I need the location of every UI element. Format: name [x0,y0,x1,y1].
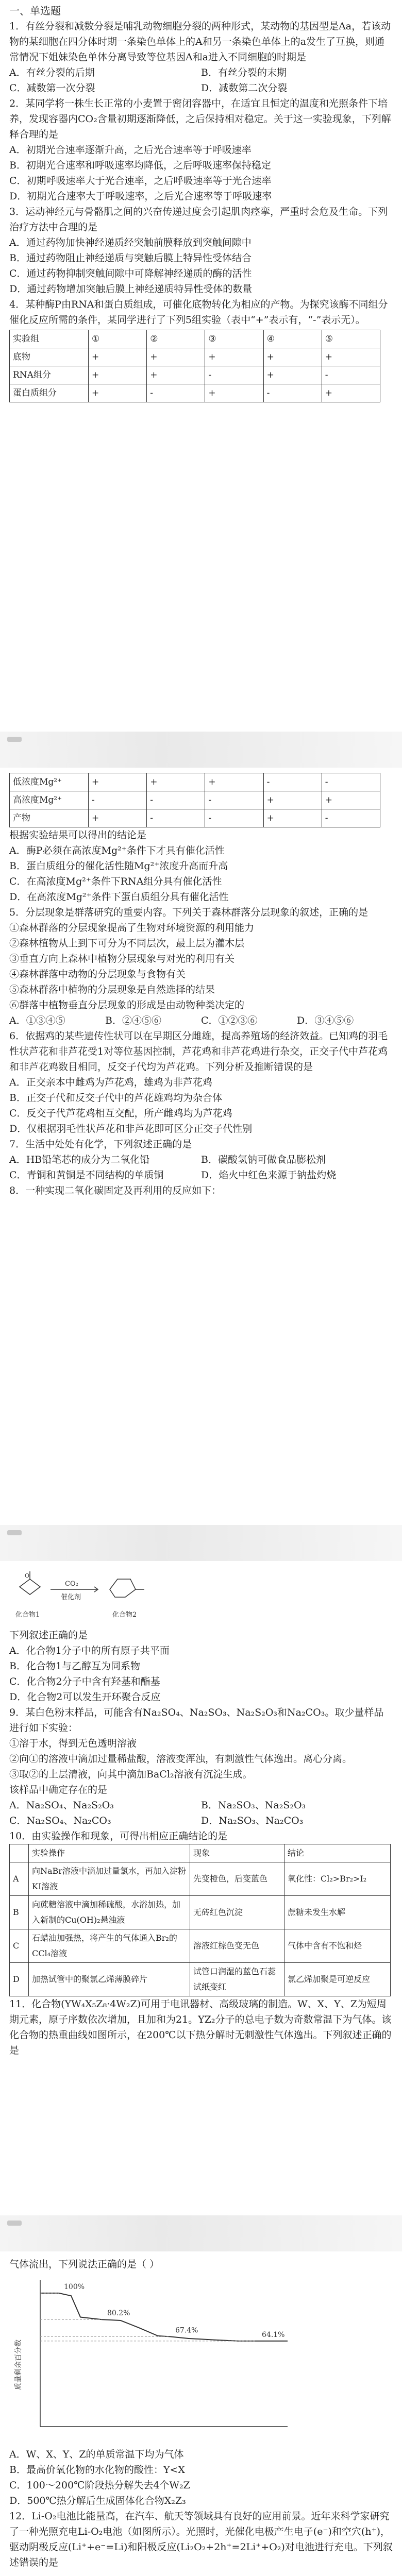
option-a: A．W、X、Y、Z的单质常温下均为气体 [9,2449,184,2460]
table-cell: 加热试管中的聚氯乙烯薄膜碎片 [29,1963,190,1996]
question-12 [9,2509,393,2576]
table-cell: + [205,384,263,402]
table-cell: + [263,809,322,827]
statement-item: ⑤森林群落中植物的分层现象是自然选择的结果 [9,984,215,995]
table-cell: 氯乙烯加聚是可逆反应 [284,1963,391,1996]
table-cell: + [322,384,380,402]
data-label: 80.2% [107,2309,130,2318]
question-1 [9,19,393,96]
table-cell: 先变橙色，后变蓝色 [190,1862,284,1896]
experiment-table-part2 [9,773,380,827]
table-row [10,1862,391,1896]
table-cell: 实验操作 [29,1844,190,1862]
option-b: B．蛋白质组分的催化活性随Mg²⁺浓度升高而升高 [9,860,228,872]
option-b: B．最高价氧化物的水化物的酸性：Y<X [9,2464,185,2476]
option-d: D．500℃热分解后生成固体化合物X₂Z₃ [9,2495,186,2506]
table-cell: 石蜡油加强热，将产生的气体通入Br₂的CCl₄溶液 [29,1929,190,1963]
option-d: D．焰火中红色来源于钠盐灼烧 [201,1170,337,1181]
question-stem: 7．生活中处处有化学，下列叙述正确的是 [9,1139,192,1150]
table-cell: ③ [205,330,263,348]
table-cell: + [89,366,147,384]
table-cell: - [263,773,322,791]
table-cell: 溶液红棕色变无色 [190,1929,284,1963]
table-cell: + [205,773,263,791]
option-a: A．化合物1分子中的所有原子共平面 [9,1645,170,1656]
table-cell: 无砖红色沉淀 [190,1896,284,1929]
table-row [10,791,380,809]
reaction-scheme [9,1566,164,1623]
question-stem: 10．由实验操作和现象，可得出相应正确结论的是 [9,1831,228,1842]
experiment-table-part1 [9,330,380,402]
option-a: A．①③④⑤ [9,1015,65,1026]
table-header-row [10,330,380,348]
table-cell [10,1844,29,1862]
table-cell: + [147,773,205,791]
table-cell: - [322,366,380,384]
compound-1-label: 化合物1 [15,1611,40,1619]
option-a: A．HB铅笔芯的成分为二氧化铅 [9,1154,150,1165]
option-c: C．减数第一次分裂 [9,82,95,94]
section-lower [9,1566,393,2058]
option-d: D．③④⑤⑥ [297,1015,354,1026]
blurred-band [0,1525,402,1561]
table-cell: - [89,791,147,809]
option-c: C．①②③⑥ [201,1015,258,1026]
table-cell: 试管口润湿的蓝色石蕊试纸变红 [190,1963,284,1996]
option-a: A．Na₂SO₄、Na₂S₂O₃ [9,1800,114,1811]
table-cell: - [205,791,263,809]
table-cell: D [10,1963,29,1996]
table-cell: - [322,809,380,827]
chart-caption: 气体流出，下列说法正确的是（ ） [9,2259,160,2270]
option-c: C．100～200℃阶段热分解失去4个W₂Z [9,2480,190,2491]
table-cell: + [147,348,205,366]
option-b: B．正交子代和反交子代中的芦花雄鸡均为杂合体 [9,1092,222,1104]
question-stem: 2．某同学将一株生长正常的小麦置于密闭容器中，在适宜且恒定的温度和光照条件下培养，发现容器内CO₂含量初期逐渐降低，之后保持相对稳定。关于这一实验现象，下列解释合理的是 [9,98,391,140]
blurred-band [0,2215,402,2251]
option-d: D．仅根据羽毛性状芦花和非芦花即可区分正交子代性别 [9,1123,253,1134]
table-cell: ② [147,330,205,348]
question-stem: 4．某种酶P由RNA和蛋白质组成，可催化底物转化为相应的产物。为探究该酶不同组分催化反应所需的条件，某同学进行了下列5组实验（表中“+”表示有，“-”表示无）。 [9,299,388,326]
table-cell: + [89,773,147,791]
section-top [9,3,393,402]
table-row [10,773,380,791]
question-lead: 该样品中确定存在的是 [9,1784,108,1795]
step-item: ①溶于水，得到无色透明溶液 [9,1738,137,1749]
statement-item: ①森林群落的分层现象提高了生物对环境资源的利用能力 [9,922,255,934]
table-cell: - [263,384,322,402]
option-c: C．青铜和黄铜是不同结构的单质铜 [9,1170,164,1181]
table-cell: 现象 [190,1844,284,1862]
option-c: C．在高浓度Mg²⁺条件下RNA组分具有催化活性 [9,876,222,887]
table-cell: + [89,384,147,402]
series-line [40,2293,288,2341]
option-a: A．初期光合速率逐渐升高，之后光合速率等于呼吸速率 [9,144,252,156]
table-cell: + [89,348,147,366]
battery-diagram [61,2570,277,2576]
option-d: D．通过药物增加突触后膜上神经递质特异性受体的数量 [9,283,253,295]
section-heading: 一、单选题 [9,5,61,17]
question-stem: 1．有丝分裂和减数分裂是哺乳动物细胞分裂的两种形式，某动物的基因型是Aa，若该动物的某细胞在四分体时期一条染色单体上的A和另一条染色单体上的a发生了互换，则通常情况下姐妹染色单体分离导致等位基因A和a进入不同细胞的时期是 [9,21,391,63]
table-cell: 产物 [10,809,89,827]
statement-item: ②森林植物从上到下可分为不同层次，最上层为灌木层 [9,938,245,949]
table-cell: A [10,1862,29,1896]
table-cell: ④ [263,330,322,348]
table-cell: 实验组 [10,330,89,348]
table-cell: 蔗糖未发生水解 [284,1896,391,1929]
question-stem: 9．某白色粉末样品，可能含有Na₂SO₄、Na₂SO₃、Na₂S₂O₃和Na₂CO₃。取少量样品进行如下实验： [9,1707,384,1734]
option-c: C．化合物2分子中含有羟基和酯基 [9,1676,160,1687]
experiment-table-q10 [9,1844,391,1996]
blurred-band [0,732,402,768]
question-2 [9,96,393,204]
table-row [10,1896,391,1929]
table-cell: C [10,1929,29,1963]
question-6 [9,1028,393,1137]
question-3 [9,204,393,297]
question-11-stem: 11．化合物(YW₄X₅Z₈·4W₂Z)可用于电讯器材、高级玻璃的制造。W、X、Y、Z为短周期元素，原子序数依次增加，且加和为21。YZ₂分子的总电子数为奇数常温下为气体。该化合物的热重曲线如图所示，在200℃以下热分解时无刺激性气体逸出。下列叙述正确的是 [9,1998,392,2056]
table-cell: 低浓度Mg²⁺ [10,773,89,791]
statement-item: ⑥群落中植物垂直分层现象的形成是由动物种类决定的 [9,999,245,1011]
table-row [10,348,380,366]
question-10 [9,1828,393,1996]
table-cell: + [263,791,322,809]
statement-item: ④森林群落中动物的分层现象与食物有关 [9,969,186,980]
step-item: ②向①的溶液中滴加过量稀盐酸，溶液变浑浊，有刺激性气体逸出。离心分离。 [9,1753,353,1765]
reagent-label: CO₂ [65,1580,78,1588]
table-cell: + [147,366,205,384]
data-label: 64.1% [262,2330,285,2339]
option-c: C．Na₂SO₄、Na₂CO₃ [9,1815,111,1826]
question-stem: 5．分层现象是群落研究的重要内容。下列关于森林群落分层现象的叙述，正确的是 [9,907,368,918]
table-cell: - [322,773,380,791]
step-item: ③取②的上层清液，向其中滴加BaCl₂溶液有沉淀生成。 [9,1769,253,1780]
option-a: A．酶P必须在高浓度Mg²⁺条件下才具有催化活性 [9,845,225,856]
option-d: D．化合物2可以发生开环聚合反应 [9,1691,161,1703]
table-cell: 气体中含有不饱和烃 [284,1929,391,1963]
statement-item: ③垂直方向上森林中植物分层现象与对光的利用有关 [9,953,235,964]
question-stem: 6．依据鸡的某些遗传性状可以在早期区分雌雄，提高养殖场的经济效益。已知鸡的羽毛性状芦花和非芦花受1对等位基因控制，芦花鸡和非芦花鸡进行杂交，正交子代中芦花鸡和非芦花鸡数目相同，反交子代均为芦花鸡。下列分析及推断错误的是 [9,1030,388,1073]
compound-2-label: 化合物2 [112,1611,137,1619]
catalyst-label: 催化剂 [61,1594,81,1601]
thermogravimetric-chart [9,2272,298,2442]
table-cell: 向蔗糖溶液中滴加稀硫酸，水浴加热，加入新制的Cu(OH)₂悬浊液 [29,1896,190,1929]
option-a: A．有丝分裂的后期 [9,67,95,78]
option-d: D．在高浓度Mg²⁺条件下蛋白质组分具有催化活性 [9,891,229,903]
question-4 [9,297,393,402]
table-header-row [10,1844,391,1862]
table-cell: - [147,384,205,402]
option-c: C．通过药物抑制突触间隙中可降解神经递质的酶的活性 [9,268,252,279]
question-8-stem: 8．一种实现二氧化碳固定及再利用的反应如下： [9,1185,222,1196]
question-lead: 下列叙述正确的是 [9,1630,88,1641]
table-cell: ⑤ [322,330,380,348]
option-a: A．正交亲本中雌鸡为芦花鸡，雄鸡为非芦花鸡 [9,1077,212,1088]
option-b: B．碳酸氢钠可做食品膨松剂 [201,1154,326,1165]
table-cell: 底物 [10,348,89,366]
question-5 [9,905,393,1028]
option-b: B．有丝分裂的末期 [201,67,287,78]
table-cell: + [205,348,263,366]
table-cell: - [205,809,263,827]
table-cell: 结论 [284,1844,391,1862]
option-a: A．通过药物加快神经递质经突触前膜释放到突触间隙中 [9,237,252,248]
option-d: D．初期光合速率大于呼吸速率，之后光合速率等于呼吸速率 [9,191,272,202]
table-row [10,384,380,402]
option-b: B．初期光合速率和呼吸速率均降低，之后呼吸速率保持稳定 [9,160,271,171]
option-b: B．Na₂SO₃、Na₂S₂O₃ [201,1800,306,1811]
table-cell: ① [89,330,147,348]
question-7 [9,1137,393,1183]
option-c: C．反交子代芦花鸡相互交配，所产雌鸡均为芦花鸡 [9,1108,232,1119]
table-cell: - [205,366,263,384]
table-row [10,809,380,827]
table-cell: + [322,348,380,366]
option-d: D．减数第二次分裂 [201,82,288,94]
data-label: 67.4% [175,2326,198,2335]
table-cell: - [147,791,205,809]
compound-2-structure [110,1579,144,1597]
table-cell: 向NaBr溶液中滴加过量氯水，再加入淀粉KI溶液 [29,1862,190,1896]
option-b: B．②④⑤⑥ [105,1015,161,1026]
y-axis-label: 质量剩余百分数 [14,2340,23,2390]
table-cell: RNA组分 [10,366,89,384]
table-cell: B [10,1896,29,1929]
option-b: B．化合物1与乙醇互为同系物 [9,1660,141,1672]
table-row [10,366,380,384]
question-stem: 3．运动神经元与骨骼肌之间的兴奋传递过度会引起肌肉痉挛，严重时会危及生命。下列治疗方法中合理的是 [9,206,388,233]
oxygen-label: O [25,1572,30,1579]
question-stem: 12．Li-O₂电池比能量高，在汽车、航天等领域具有良好的应用前景。近年来科学家研究了一种光照充电Li-O₂电池（如图所示）。光照时，光催化电极产生电子(e⁻)和空穴(h⁺)，驱动阴极反应(Li⁺+e⁻=Li)和阳极反应(Li₂O₂+2h⁺=2Li⁺+O₂)对电池进行充电。下列叙述错误的是 [9,2511,393,2568]
table-cell: - [147,809,205,827]
compound-1-structure [20,1571,40,1595]
table-cell: + [322,791,380,809]
table-cell: 蛋白质组分 [10,384,89,402]
table-row [10,1963,391,1996]
table-cell: 氧化性：Cl₂>Br₂>I₂ [284,1862,391,1896]
option-b: B．通过药物阻止神经递质与突触后膜上特异性受体结合 [9,252,252,264]
question-lead: 根据实验结果可以得出的结论是 [9,829,147,841]
option-d: D．Na₂SO₃、Na₂CO₃ [201,1815,304,1826]
table-cell: + [89,809,147,827]
section-bottom [9,2257,393,2576]
table-cell: 高浓度Mg²⁺ [10,791,89,809]
table-cell: + [263,348,322,366]
question-9 [9,1705,393,1828]
data-label: 100% [64,2282,85,2291]
option-c: C．初期呼吸速率大于光合速率，之后呼吸速率等于光合速率 [9,175,272,187]
table-cell: + [263,366,322,384]
table-row [10,1929,391,1963]
section-middle [9,773,393,1198]
